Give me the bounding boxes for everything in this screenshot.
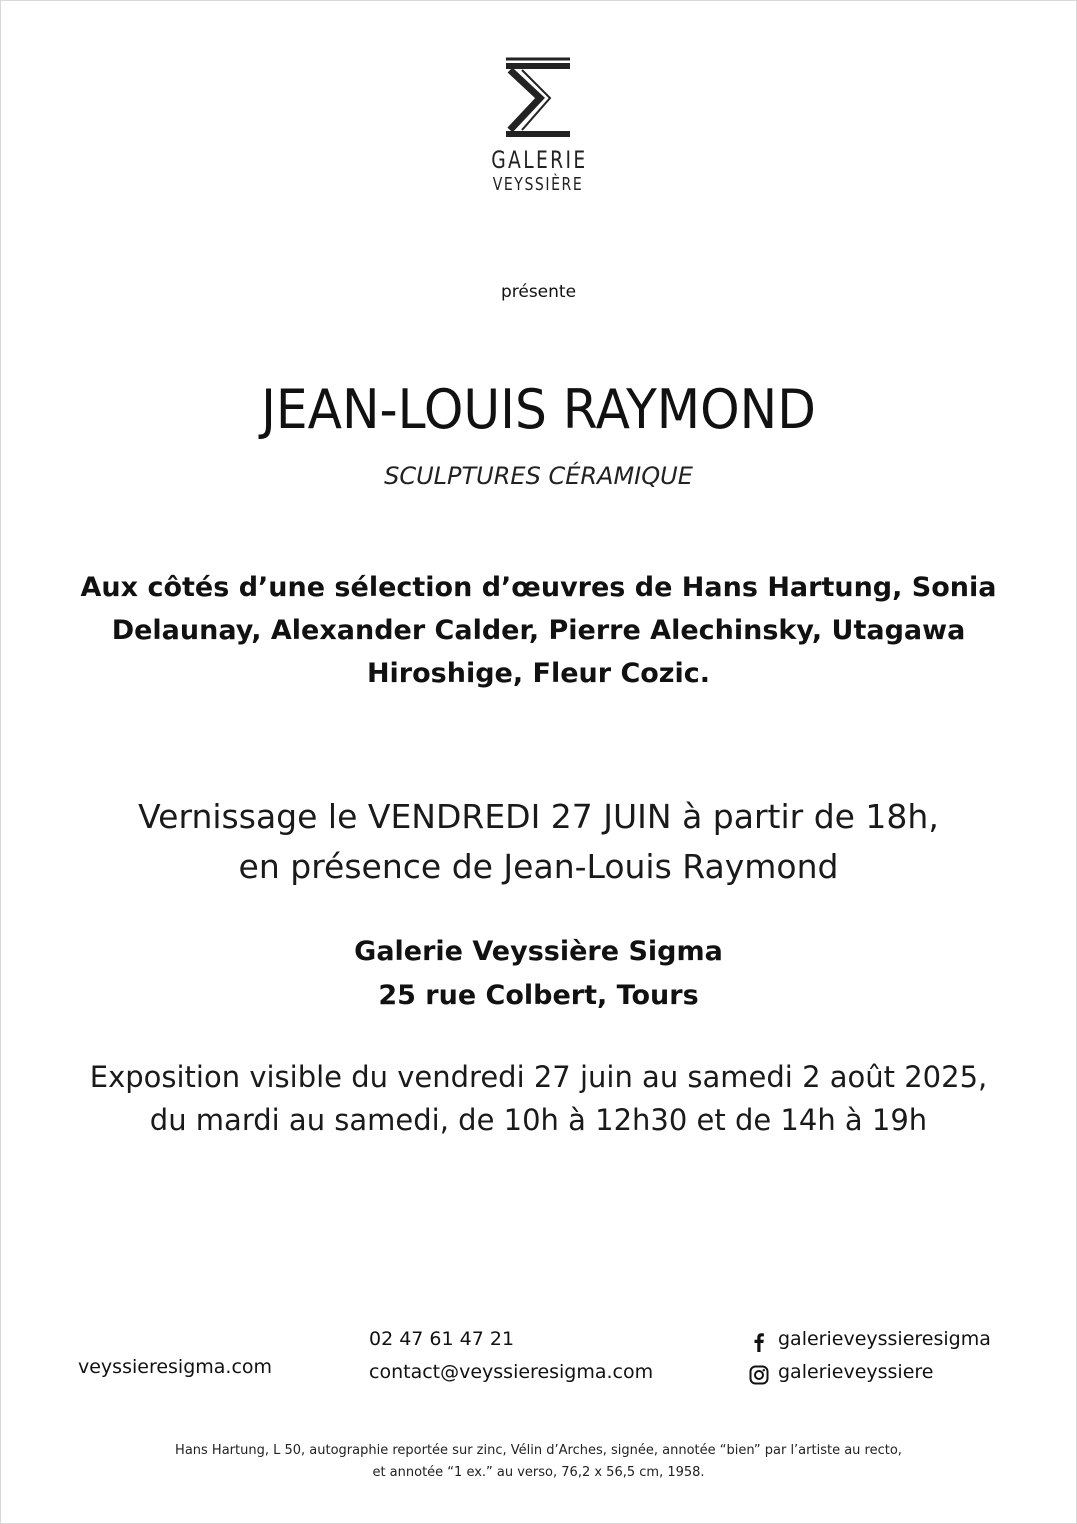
- selection-paragraph: Aux côtés d’une sélection d’œuvres de Hans Hartung, Sonia Delaunay, Alexander Calder, Pierre Alechinsky, Utagawa Hiroshige, Fleur Cozic.: [80, 572, 997, 689]
- vernissage-line-1: Vernissage le VENDREDI 27 JUIN à partir de 18h,: [138, 797, 939, 836]
- facebook-link[interactable]: [749, 1323, 991, 1356]
- instagram-link[interactable]: [749, 1356, 991, 1389]
- venue-block: [0, 930, 1077, 1018]
- logo-line-galerie: GALERIE: [491, 146, 588, 174]
- vernissage-block: [0, 792, 1077, 892]
- footer-social: [749, 1323, 991, 1389]
- credit-line-2: et annotée “1 ex.” au verso, 76,2 x 56,5 cm, 1958.: [372, 1465, 705, 1480]
- sigma-logo-icon: [502, 56, 574, 140]
- exhibition-dates: [0, 1056, 1077, 1142]
- logo-line-veyssiere: VEYSSIÈRE: [492, 174, 584, 195]
- footer-email-link[interactable]: contact@veyssieresigma.com: [369, 1361, 654, 1383]
- gallery-logo: [478, 56, 598, 196]
- facebook-icon: [749, 1330, 769, 1350]
- exhibition-line-1: Exposition visible du vendredi 27 juin au samedi 2 août 2025,: [89, 1060, 988, 1094]
- instagram-handle: galerieveyssiere: [778, 1361, 934, 1383]
- vernissage-line-2: en présence de Jean-Louis Raymond: [238, 847, 839, 886]
- exhibition-subtitle: SCULPTURES CÉRAMIQUE: [384, 462, 693, 490]
- credit-line-1: Hans Hartung, L 50, autographie reportée sur zinc, Vélin d’Arches, signée, annotée “bien” par l’artiste au recto,: [175, 1443, 902, 1458]
- artwork-credit: [0, 1440, 1077, 1484]
- intro-text: présente: [500, 282, 577, 302]
- footer-contact: [369, 1323, 653, 1389]
- facebook-handle: galerieveyssieresigma: [778, 1328, 991, 1350]
- footer-website-link[interactable]: veyssieresigma.com: [78, 1356, 273, 1378]
- exhibition-line-2: du mardi au samedi, de 10h à 12h30 et de 14h à 19h: [149, 1103, 928, 1137]
- venue-name: Galerie Veyssière Sigma: [354, 936, 723, 967]
- instagram-icon: [749, 1363, 769, 1383]
- artist-name: JEAN-LOUIS RAYMOND: [261, 378, 816, 441]
- footer-phone[interactable]: 02 47 61 47 21: [369, 1328, 515, 1350]
- venue-address: 25 rue Colbert, Tours: [378, 980, 699, 1011]
